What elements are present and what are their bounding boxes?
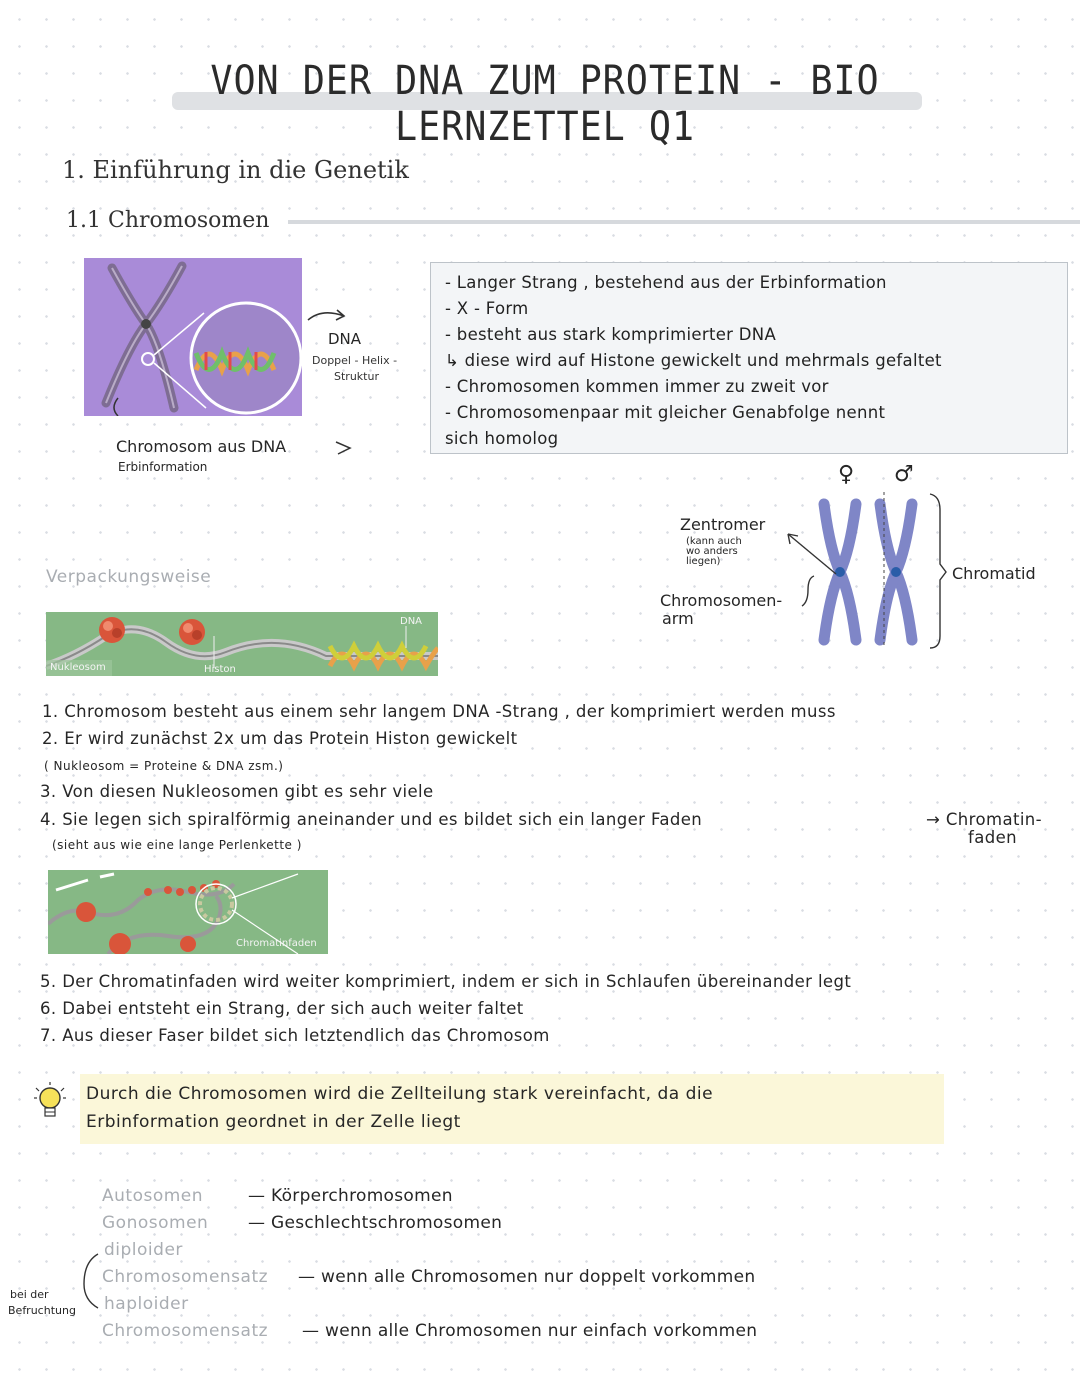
term-gonosomen: Gonosomen [102, 1213, 209, 1233]
chromosome-facts-box [430, 262, 1068, 454]
dna-label: DNA [328, 330, 362, 348]
verpackung-heading: Verpackungsweise [46, 567, 212, 587]
tip-line: Durch die Chromosomen wird die Zellteilung stark vereinfacht, da die [86, 1084, 714, 1104]
fact-line: - Chromosomen kommen immer zu zweit vor [445, 377, 829, 396]
zentromer-note [686, 537, 742, 567]
step-note: (sieht aus wie eine lange Perlenkette ) [52, 838, 302, 852]
term-diploid: diploider [104, 1240, 183, 1260]
note-line: (kann auch [686, 536, 742, 547]
note-line: wo anders [686, 546, 738, 557]
step-line: 2. Er wird zunächst 2x um das Protein Histon gewickelt [42, 729, 518, 748]
fact-line: sich homolog [445, 429, 559, 448]
chromosomenarm-label-2: arm [662, 609, 694, 628]
term-autosomen: Autosomen [102, 1186, 204, 1206]
zentromer-arrow-icon [784, 528, 844, 580]
step-line: 6. Dabei entsteht ein Strang, der sich auch weiter faltet [40, 999, 524, 1018]
fact-line: ↳ diese wird auf Histone gewickelt und mehrmals gefaltet [445, 351, 942, 370]
fact-line: - besteht aus stark komprimierter DNA [445, 325, 777, 344]
lightbulb-icon [34, 1082, 70, 1128]
step-line: 1. Chromosom besteht aus einem sehr langem DNA -Strang , der komprimiert werden muss [42, 702, 836, 721]
helix-label: Doppel - Helix - [312, 354, 398, 367]
histon-label: Histon [204, 664, 236, 675]
step-line: 4. Sie legen sich spiralförmig aneinander und es bildet sich ein langer Faden [40, 810, 703, 829]
page-title: VON DER DNA ZUM PROTEIN - BIO LERNZETTEL Q1 [210, 58, 880, 150]
def-gonosomen: — Geschlechtschromosomen [248, 1213, 503, 1233]
tip-line: Erbinformation geordnet in der Zelle liegt [86, 1112, 461, 1132]
caption-arrow-icon [334, 436, 356, 458]
chromosome-dna-figure [84, 258, 302, 416]
section-heading-genetik: 1. Einführung in die Genetik [62, 156, 409, 184]
chromatinfaden-label: Chromatinfaden [236, 938, 317, 949]
term-haploid: haploider [104, 1294, 189, 1314]
arrow-to-dna-icon [304, 306, 354, 326]
male-symbol: ♂ [894, 462, 914, 487]
step-line: 3. Von diesen Nukleosomen gibt es sehr viele [40, 782, 434, 801]
def-autosomen: — Körperchromosomen [248, 1186, 453, 1206]
erbinformation-caption: Erbinformation [118, 460, 208, 474]
step-line: 7. Aus dieser Faser bildet sich letztendlich das Chromosom [40, 1026, 550, 1045]
fact-line: - Chromosomenpaar mit gleicher Genabfolge nennt [445, 403, 886, 422]
chromatin-result: → Chromatin- [926, 810, 1043, 829]
zentromer-label: Zentromer [680, 515, 766, 534]
heading-divider [288, 220, 1080, 224]
step-note: ( Nukleosom = Proteine & DNA zsm.) [44, 759, 284, 773]
step-line: 5. Der Chromatinfaden wird weiter komprimiert, indem er sich in Schlaufen übereinander legt [40, 972, 852, 991]
side-note: bei der [10, 1288, 49, 1301]
dna-strip-label: DNA [400, 616, 423, 627]
female-symbol: ♀ [838, 462, 855, 487]
fact-line: - Langer Strang , bestehend aus der Erbinformation [445, 273, 887, 292]
def-diploid: — wenn alle Chromosomen nur doppelt vorkommen [298, 1267, 756, 1287]
note-line: liegen) [686, 556, 721, 567]
side-note-2: Befruchtung [8, 1304, 76, 1317]
bracket-icon [78, 1248, 102, 1328]
tip-box [80, 1074, 944, 1144]
chromatid-label: Chromatid [952, 564, 1036, 583]
struktur-label: Struktur [334, 370, 379, 383]
term-diploid-2: Chromosomensatz [102, 1267, 269, 1287]
nukleosom-label: Nukleosom [50, 662, 106, 673]
fact-line: - X - Form [445, 299, 529, 318]
def-haploid: — wenn alle Chromosomen nur einfach vorkommen [302, 1321, 758, 1341]
term-haploid-2: Chromosomensatz [102, 1321, 269, 1341]
chromatin-result-2: faden [968, 828, 1018, 847]
chromosome-caption: Chromosom aus DNA [116, 437, 287, 456]
chromosomenarm-label: Chromosomen- [660, 591, 783, 610]
section-heading-chromosomen: 1.1 Chromosomen [66, 208, 270, 233]
